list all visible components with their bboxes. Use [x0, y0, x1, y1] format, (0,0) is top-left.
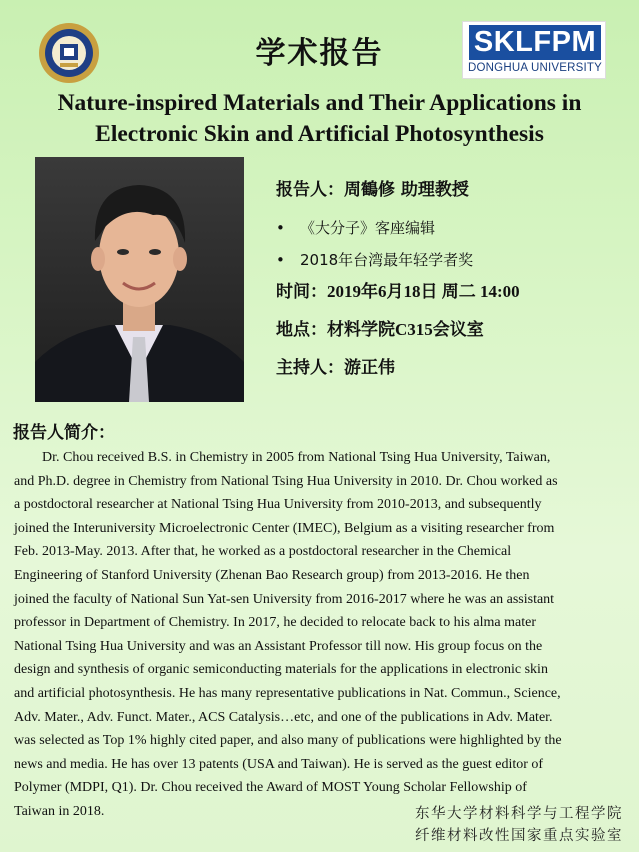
- bio-line: and Ph.D. degree in Chemistry from National Tsing Hua University in 2010. Dr. Chou worked as: [14, 473, 558, 489]
- speaker-name: 周鶴修 助理教授: [344, 180, 469, 200]
- time-value: 2019年6月18日 周二 14:00: [327, 282, 520, 301]
- bio-line: Adv. Mater., Adv. Funct. Mater., ACS Catalysis…etc, and one of the publications in Adv. Mater.: [14, 709, 553, 725]
- speaker-photo: [35, 157, 244, 402]
- bio-line: a postdoctoral researcher at National Tsing Hua University from 2010-2013, and subsequently: [14, 497, 542, 513]
- bio-line: Dr. Chou received B.S. in Chemistry in 2005 from National Tsing Hua University, Taiwan,: [42, 450, 551, 465]
- bio-line: was selected as Top 1% highly cited paper, and also many of publications were highlighted by the: [14, 733, 562, 749]
- bullet-text: 2018年台湾最年轻学者奖: [300, 251, 474, 269]
- place-value: 材料学院C315会议室: [327, 320, 484, 339]
- bio-line: Feb. 2013-May. 2013. After that, he worked as a postdoctoral researcher in the Chemical: [14, 544, 512, 560]
- donghua-university-text: DONGHUA UNIVERSITY: [468, 62, 602, 74]
- bio-text: [14, 446, 624, 824]
- speaker-line: [276, 176, 636, 214]
- bullet-marker: •: [276, 219, 285, 237]
- talk-title-line-2: Electronic Skin and Artificial Photosynthesis: [95, 121, 544, 147]
- talk-info: [276, 176, 636, 392]
- speaker-label: 报告人：: [276, 180, 344, 200]
- bio-line: and artificial photosynthesis. He has many representative publications in Nat. Commun., Science,: [14, 685, 561, 701]
- bio-line: joined the faculty of National Sun Yat-sen University from 2016-2017 where he was an assistant: [14, 591, 555, 607]
- footer-line-1: 东华大学材料科学与工程学院: [415, 806, 623, 822]
- bio-line: joined the Interuniversity Microelectronic Center (IMEC), Belgium as a visiting researcher from: [14, 520, 555, 536]
- bio-line: Polymer (MDPI, Q1). Dr. Chou received the Award of MOST Young Scholar Fellowship of: [14, 780, 527, 796]
- place-line: [276, 316, 636, 354]
- bio-line: design and synthesis of organic semiconducting materials for the applications in electronic skin: [14, 662, 548, 678]
- time-label: 时间：: [276, 282, 327, 302]
- host-value: 游正伟: [344, 358, 395, 378]
- bullet-text: 《大分子》客座编辑: [300, 219, 436, 237]
- host-line: [276, 354, 636, 392]
- speaker-bullet-1: [276, 214, 636, 246]
- time-line: [276, 278, 636, 316]
- host-label: 主持人：: [276, 358, 344, 378]
- sklfpm-logo-text: SKLFPM: [469, 25, 601, 60]
- bio-line: National Tsing Hua University and was an Assistant Professor till now. His group focus on the: [14, 638, 543, 654]
- footer-line-2: 纤维材料改性国家重点实验室: [415, 828, 623, 844]
- page-title: 学术报告: [255, 36, 384, 71]
- bio-heading: 报告人简介：: [13, 423, 115, 443]
- bio-line: Engineering of Stanford University (Zhenan Bao Research group) from 2013-2016. He then: [14, 567, 530, 583]
- talk-title: [0, 88, 639, 150]
- bio-line: professor in Department of Chemistry. In 2017, he decided to relocate back to his alma mater: [14, 615, 536, 631]
- bio-line: news and media. He has over 13 patents (USA and Taiwan). He is served as the guest editor of: [14, 756, 544, 772]
- organizer-footer: [415, 803, 623, 847]
- talk-title-line-1: Nature-inspired Materials and Their Applications in: [57, 90, 582, 116]
- sklfpm-logo: [462, 21, 606, 79]
- bio-line: Taiwan in 2018.: [14, 803, 105, 819]
- bullet-marker: •: [276, 251, 285, 269]
- place-label: 地点：: [276, 320, 327, 340]
- speaker-bullet-2: [276, 246, 636, 278]
